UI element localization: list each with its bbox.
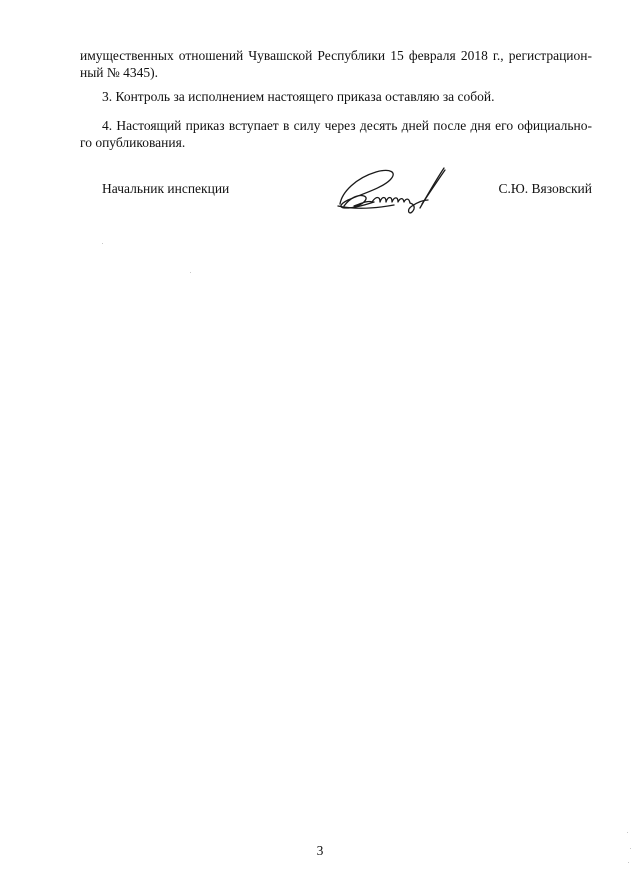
signature-block xyxy=(80,176,592,236)
scan-speck xyxy=(102,243,103,244)
page-number: 3 xyxy=(316,843,324,858)
scan-speck xyxy=(628,862,629,863)
signatory-position: Начальник инспекции xyxy=(102,181,230,196)
handwritten-signature xyxy=(332,160,457,222)
paragraph-line: 4. Настоящий приказ вступает в силу через десять дней после дня его официально- xyxy=(102,118,592,133)
paragraph-continuation xyxy=(80,47,592,81)
paragraph-line: го опубликования. xyxy=(80,135,186,150)
paragraph-line: 3. Контроль за исполнением настоящего приказа оставляю за собой. xyxy=(102,89,495,104)
paragraph-line: ный № 4345). xyxy=(80,65,159,80)
scan-speck xyxy=(190,272,191,273)
paragraph-line: имущественных отношений Чувашской Республики 15 февраля 2018 г., регистрацион- xyxy=(80,48,592,63)
paragraph-effective-date xyxy=(80,117,592,151)
signatory-name: С.Ю. Вязовский xyxy=(498,181,592,196)
scan-speck xyxy=(627,832,628,833)
paragraph-control xyxy=(80,88,592,105)
